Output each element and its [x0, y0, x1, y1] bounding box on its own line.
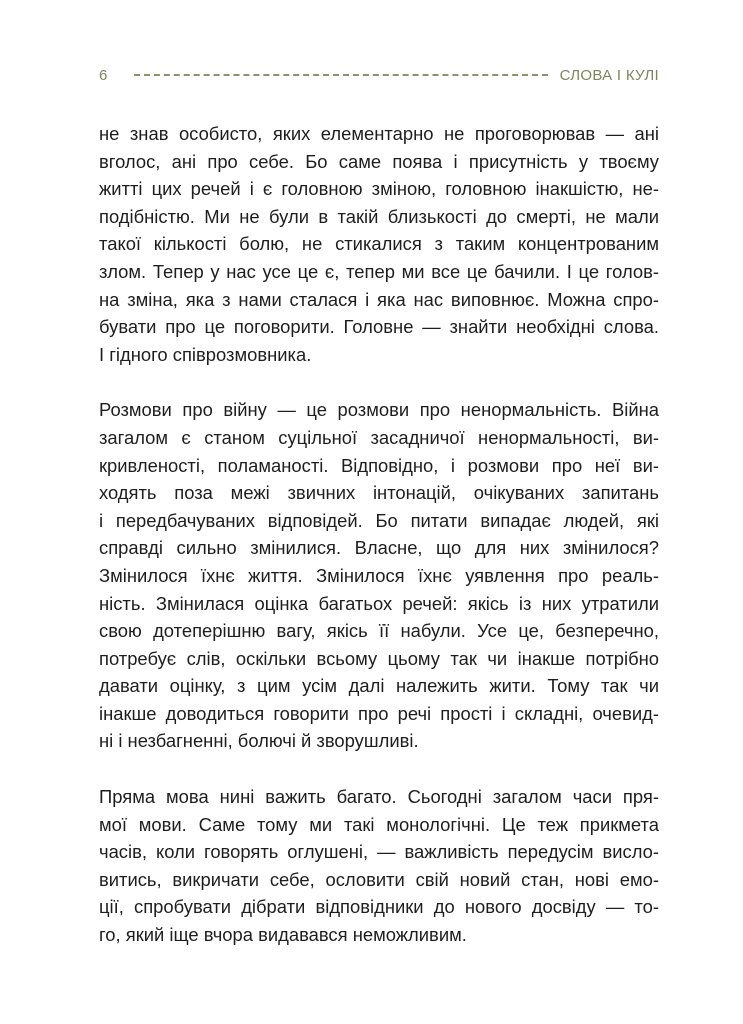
text-line: потребує слів, оскільки всьому цьому так чи інакше потрібно	[99, 647, 659, 669]
text-line: ції, спробувати дібрати відповідники до нового досвіду — то-	[99, 896, 659, 918]
text-line: злом. Тепер у нас усе це є, тепер ми все це бачили. І це голов-	[99, 260, 659, 282]
text-line: Розмови про війну — це розмови про ненормальність. Війна	[99, 399, 659, 421]
text-line: бувати про це поговорити. Головне — знайти необхідні слова.	[99, 316, 659, 338]
paragraph	[99, 120, 659, 368]
running-header	[99, 63, 659, 87]
text-line: загалом є станом суцільної засадничої ненормальності, ви-	[99, 426, 659, 448]
text-line: го, який іще вчора видавався неможливим.	[99, 924, 467, 946]
page-number: 6	[99, 66, 108, 84]
paragraph	[99, 396, 659, 755]
text-line: вголос, ані про себе. Бо саме поява і присутність у твоєму	[99, 150, 659, 172]
book-title: СЛОВА І КУЛІ	[559, 66, 659, 84]
text-line: житті цих речей і є головною зміною, головною інакшістю, не-	[99, 178, 659, 200]
text-line: часів, коли говорять оглушені, — важливість передусім висло-	[99, 841, 659, 863]
text-line: ходять поза межі звичних інтонацій, очікуваних запитань	[99, 482, 659, 504]
text-line: ні і незбагненні, болючі й зворушливі.	[99, 730, 419, 752]
text-line: Змінилося їхнє життя. Змінилося їхнє уявлення про реаль-	[99, 564, 659, 586]
body-text	[99, 120, 659, 949]
text-line: давати оцінку, з цим усім далі належить жити. Тому так чи	[99, 675, 659, 697]
text-line: справді сильно змінилися. Власне, що для них змінилося?	[99, 537, 659, 559]
text-line: витись, викричати себе, ословити свій новий стан, нові емо-	[99, 868, 659, 890]
text-line: ність. Змінилася оцінка багатьох речей: якісь із них утратили	[99, 592, 659, 614]
text-line: мої мови. Саме тому ми такі монологічні. Це теж прикмета	[99, 813, 659, 835]
text-line: інакше доводиться говорити про речі прості і складні, очевид-	[99, 702, 659, 724]
text-line: кривленості, поламаності. Відповідно, і розмови про неї ви-	[99, 454, 659, 476]
text-line: не знав особисто, яких елементарно не проговорював — ані	[99, 123, 659, 144]
text-line: такої кількості болю, не стикалися з таким концентрованим	[99, 233, 659, 255]
text-line: Пряма мова нині важить багато. Сьогодні загалом часи пря-	[99, 786, 659, 808]
text-line: свою дотеперішню вагу, якісь її набули. Усе це, безперечно,	[99, 620, 659, 642]
text-line: подібністю. Ми не були в такій близькості до смерті, не мали	[99, 205, 659, 227]
header-dashed-rule	[134, 74, 548, 76]
paragraph	[99, 783, 659, 949]
text-line: і передбачуваних відповідей. Бо питати випадає людей, які	[99, 509, 659, 531]
text-line: І гідного співрозмовника.	[99, 343, 312, 365]
text-line: на зміна, яка з нами сталася і яка нас виповнює. Можна спро-	[99, 288, 659, 310]
